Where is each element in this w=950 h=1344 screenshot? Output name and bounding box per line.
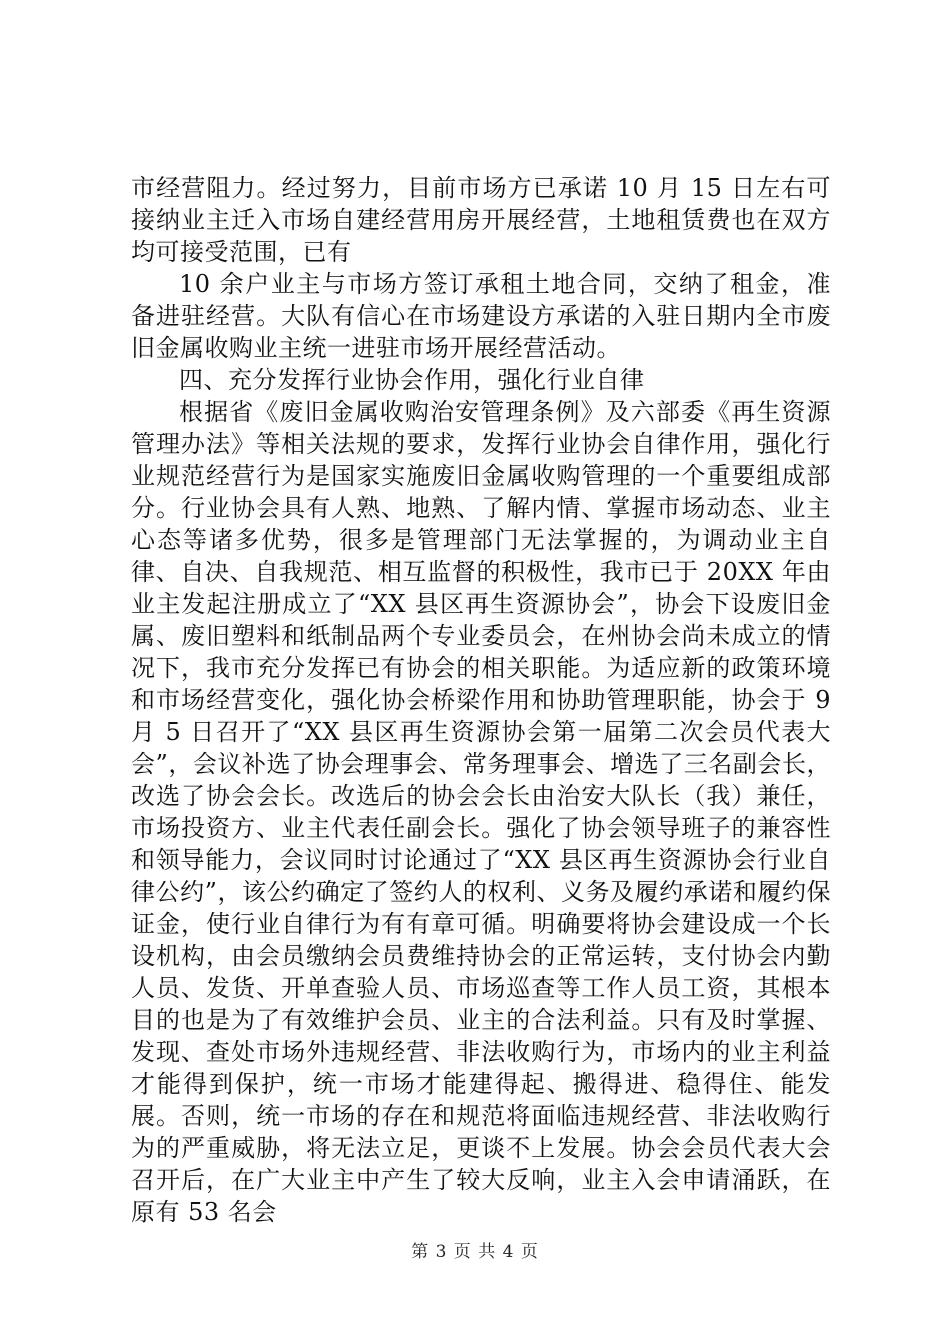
document-body	[131, 172, 831, 1228]
paragraph-tenant-contracts: 10 余户业主与市场方签订承租土地合同，交纳了租金，准备进驻经营。大队有信心在市场建设方承诺的入驻日期内全市废旧金属收购业主统一进驻市场开展经营活动。	[131, 270, 831, 362]
paragraph-industry-association: 根据省《废旧金属收购治安管理条例》及六部委《再生资源管理办法》等相关法规的要求，发挥行业协会自律作用，强化行业规范经营行为是国家实施废旧金属收购管理的一个重要组成部分。行业协会具有人熟、地熟、了解内情、掌握市场动态、业主心态等诸多优势，很多是管理部门无法掌握的，为调动业主自律、自决、自我规范、相互监督的积极性，我市已于 20XX 年由业主发起注册成立了“XX 县区再生资源协会”，协会下设废旧金属、废旧塑料和纸制品两个专业委员会，在州协会尚未成立的情况下，我市充分发挥已有协会的相关职能。为适应新的政策环境和市场经营变化，强化协会桥梁作用和协助管理职能，协会于 9 月 5 日召开了“XX 县区再生资源协会第一届第二次会员代表大会”，会议补选了协会理事会、常务理事会、增选了三名副会长，改选了协会会长。改选后的协会会长由治安大队长（我）兼任，市场投资方、业主代表任副会长。强化了协会领导班子的兼容性和领导能力，会议同时讨论通过了“XX 县区再生资源协会行业自律公约”，该公约确定了签约人的权利、义务及履约承诺和履约保证金，使行业自律行为有有章可循。明确要将协会建设成一个长设机构，由会员缴纳会员费维持协会的正常运转，支付协会内勤人员、发货、开单查验人员、市场巡查等工作人员工资，其根本目的也是为了有效维护会员、业主的合法利益。只有及时掌握、发现、查处市场外违规经营、非法收购行为，市场内的业主利益才能得到保护，统一市场才能建得起、搬得进、稳得住、能发展。否则，统一市场的存在和规范将面临违规经营、非法收购行为的严重威胁，将无法立足，更谈不上发展。协会会员代表大会召开后，在广大业主中产生了较大反响，业主入会申请涌跃，在原有 53 名会	[131, 398, 831, 1226]
paragraph-continuation: 市经营阻力。经过努力，目前市场方已承诺 10 月 15 日左右可接纳业主迁入市场自建经营用房开展经营，土地租赁费也在双方均可接受范围，已有	[131, 174, 831, 266]
page-number-footer: 第 3 页 共 4 页	[411, 1242, 539, 1262]
section-heading: 四、充分发挥行业协会作用，强化行业自律	[179, 366, 645, 394]
